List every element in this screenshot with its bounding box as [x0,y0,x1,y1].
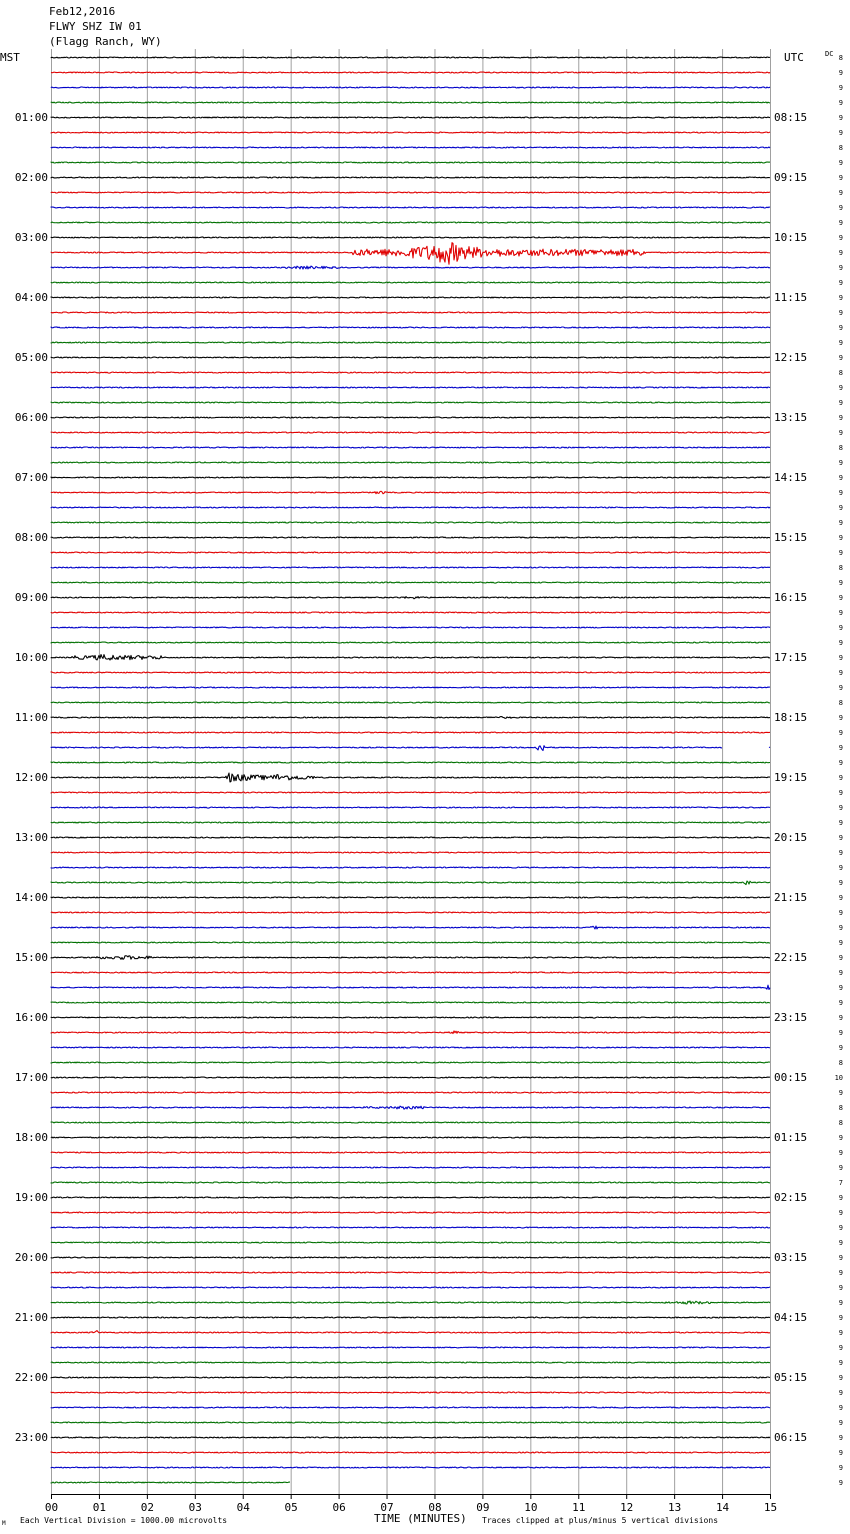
dc-offset-value: 9 [838,1344,843,1352]
utc-hour-label: 09:15 [774,171,808,184]
dc-offset-value: 9 [838,729,843,737]
dc-offset-value: 8 [838,1059,843,1067]
trace-row [51,807,770,808]
dc-offset-value: 9 [838,1254,843,1262]
trace-row [51,732,770,733]
minute-tick-label: 11 [572,1501,586,1514]
trace-row [51,507,770,508]
dc-offset-value: 9 [838,864,843,872]
dc-offset-value: 9 [838,1194,843,1202]
dc-offset-value: 9 [838,489,843,497]
dc-offset-value: 9 [838,849,843,857]
mst-hour-label: 05:00 [14,351,48,364]
trace-row [51,282,770,283]
trace-row [51,417,770,418]
dc-offset-value: 9 [838,129,843,137]
trace-row [51,972,770,973]
trace-row [51,1137,770,1138]
trace-row [51,342,770,343]
trace-row [51,642,770,643]
trace-row [51,1227,770,1228]
utc-hour-label: 16:15 [774,591,808,604]
dc-offset-value: 9 [838,339,843,347]
dc-offset-value: 9 [838,879,843,887]
dc-offset-value: 9 [838,684,843,692]
trace-row [51,956,770,960]
dc-offset-value: 9 [838,1299,843,1307]
dc-offset-value: 9 [838,624,843,632]
dc-offset-value: 9 [838,1089,843,1097]
dc-offset-value: 9 [838,234,843,242]
trace-row [51,822,770,823]
trace-row [51,297,770,298]
dc-offset-value: 9 [838,924,843,932]
dc-offset-value: 9 [838,1449,843,1457]
dc-offset-value: 9 [838,459,843,467]
dc-offset-value: 9 [838,1464,843,1472]
trace-row [51,1331,770,1333]
x-axis-title: TIME (MINUTES) [374,1512,467,1525]
trace-row [51,372,770,373]
trace-row [51,597,770,599]
trace-row [51,162,770,163]
dc-offset-value: 8 [838,444,843,452]
trace-row [51,102,770,103]
dc-offset-value: 9 [838,1044,843,1052]
dc-offset-value: 9 [838,1404,843,1412]
mst-hour-label: 07:00 [14,471,48,484]
trace-row [51,1002,770,1003]
dc-offset-value: 8 [838,699,843,707]
corner-mark: M [2,1520,6,1527]
dc-offset-value: 9 [838,1329,843,1337]
dc-offset-value: 9 [838,1479,843,1487]
utc-hour-label: 19:15 [774,771,808,784]
trace-row [51,1407,770,1408]
mst-hour-label: 18:00 [14,1131,48,1144]
dc-offset-value: 9 [838,1314,843,1322]
utc-hour-label: 13:15 [774,411,808,424]
trace-row [51,552,770,553]
trace-row [51,462,770,463]
mst-hour-label: 17:00 [14,1071,48,1084]
utc-hour-label: 03:15 [774,1251,808,1264]
mst-hour-label: 15:00 [14,951,48,964]
utc-hour-label: 21:15 [774,891,808,904]
dc-offset-value: 8 [838,1119,843,1127]
dc-offset-value: 9 [838,804,843,812]
trace-row [51,1272,770,1273]
trace-row [51,207,770,208]
trace-row [51,1452,770,1453]
trace-row [51,852,770,853]
trace-row [51,1062,770,1063]
header-station: FLWY SHZ IW 01 [49,20,142,33]
minute-tick-label: 02 [140,1501,154,1514]
dc-offset-value: 9 [838,1419,843,1427]
dc-offset-value: 9 [838,504,843,512]
trace-row [51,147,770,148]
grid-lines [52,49,771,1494]
dc-offset-value: 9 [838,519,843,527]
mst-hour-label: 11:00 [14,711,48,724]
mst-hour-label: 03:00 [14,231,48,244]
dc-offset-value: 9 [838,324,843,332]
trace-row [51,537,770,538]
utc-hour-label: 08:15 [774,111,808,124]
dc-offset-value: 8 [838,1104,843,1112]
dc-offset-value: 9 [838,999,843,1007]
dc-offset-value: 9 [838,1284,843,1292]
minute-tick-label: 15 [763,1501,778,1514]
utc-hour-label: 00:15 [774,1071,808,1084]
dc-offset-value: 9 [838,159,843,167]
dc-offset-value: 9 [838,1224,843,1232]
dc-offset-value: 9 [838,1359,843,1367]
trace-row [51,1377,770,1378]
dc-offset-value: 9 [838,1269,843,1277]
dc-offset-value: 9 [838,909,843,917]
clip-note: Traces clipped at plus/minus 5 vertical divisions [482,1516,719,1525]
minute-tick-label: 12 [620,1501,634,1514]
dc-offset-value: 9 [838,354,843,362]
trace-row [51,177,770,178]
utc-hour-label: 10:15 [774,231,808,244]
dc-offset-value: 9 [838,204,843,212]
trace-row [51,57,770,58]
utc-hour-label: 15:15 [774,531,808,544]
trace-row [51,912,770,913]
trace-row [51,926,770,929]
dc-offset-value: 9 [838,264,843,272]
trace-row [51,1467,770,1468]
trace-layer [51,57,770,1483]
trace-row [51,432,770,433]
minute-tick-label: 03 [188,1501,202,1514]
trace-row [51,312,770,313]
mst-hour-label: 04:00 [14,291,48,304]
trace-row [51,773,770,782]
mst-hour-label: 06:00 [14,411,48,424]
dc-offset-value: 9 [838,84,843,92]
trace-row [51,1167,770,1168]
dc-offset-value: 9 [838,669,843,677]
dc-offset-value: 9 [838,654,843,662]
dc-offset-value: 9 [838,414,843,422]
dc-offset-value: 9 [838,189,843,197]
dc-offset-value: 9 [838,429,843,437]
trace-row [51,1242,770,1243]
dc-offset-value: 9 [838,1134,843,1142]
trace-row [51,717,770,719]
mst-hour-label: 12:00 [14,771,48,784]
dc-offset-value: 9 [838,1149,843,1157]
dc-offset-value: 8 [838,369,843,377]
trace-row [51,243,770,265]
dc-offset-value: 8 [838,564,843,572]
dc-offset-value: 9 [838,534,843,542]
trace-row [51,491,770,493]
dc-offset-value: 9 [838,789,843,797]
dc-offset-value: 9 [838,969,843,977]
utc-hour-label: 12:15 [774,351,808,364]
utc-axis-label: UTC [784,51,804,64]
utc-hour-label: 17:15 [774,651,808,664]
dc-offset-value: 9 [838,639,843,647]
dc-offset-value: 9 [838,1164,843,1172]
mst-hour-label: 19:00 [14,1191,48,1204]
trace-row [51,237,770,238]
mst-hour-label: 08:00 [14,531,48,544]
header-location: (Flagg Ranch, WY) [49,35,162,48]
trace-row [51,387,770,388]
trace-row [51,522,770,523]
dc-label: DC [825,50,834,58]
dc-offset-value: 8 [838,54,843,62]
mst-axis-label: MST [0,51,20,64]
trace-row [51,1197,770,1198]
dc-offset-value: 9 [838,939,843,947]
mst-hour-label: 14:00 [14,891,48,904]
trace-row [51,1152,770,1153]
dc-offset-value: 9 [838,1374,843,1382]
utc-hour-label: 18:15 [774,711,808,724]
trace-row [51,567,770,568]
minute-tick-label: 08 [428,1501,442,1514]
dc-offset-value: 9 [838,1209,843,1217]
dc-offset-value: 9 [838,279,843,287]
dc-offset-value: 9 [838,219,843,227]
dc-offset-value: 9 [838,249,843,257]
utc-hour-label: 20:15 [774,831,808,844]
dc-offset-value: 7 [838,1179,843,1187]
minute-tick-label: 06 [332,1501,346,1514]
trace-row [51,1017,770,1018]
trace-row [51,627,770,628]
minute-tick-label: 00 [44,1501,59,1514]
utc-hour-label: 01:15 [774,1131,808,1144]
trace-row [51,1122,770,1123]
mst-hour-label: 13:00 [14,831,48,844]
trace-row [51,1362,770,1363]
dc-offset-value: 9 [838,1239,843,1247]
dc-offset-value: 9 [838,579,843,587]
trace-row [51,1092,770,1093]
mst-hour-label: 09:00 [14,591,48,604]
minute-tick-label: 07 [380,1501,394,1514]
trace-row [51,762,770,763]
minute-tick-label: 10 [524,1501,538,1514]
dc-offset-value: 9 [838,834,843,842]
trace-row [51,327,770,328]
dc-offset-value: 10 [834,1074,843,1082]
dc-offset-value: 9 [838,1029,843,1037]
trace-row [51,117,770,118]
minute-tick-label: 14 [715,1501,730,1514]
mst-hour-label: 02:00 [14,171,48,184]
trace-row [51,1031,770,1034]
trace-row [51,672,770,673]
trace-row [51,687,770,688]
dc-offset-value: 9 [838,954,843,962]
mst-hour-label: 20:00 [14,1251,48,1264]
trace-row [51,1047,770,1048]
trace-row [51,477,770,478]
dc-offset-value: 9 [838,894,843,902]
trace-row [51,1106,770,1109]
trace-row [51,1482,290,1483]
mst-hour-label: 01:00 [14,111,48,124]
trace-row [51,402,770,403]
trace-row [51,942,770,943]
trace-row [51,1301,770,1304]
dc-offset-value: 9 [838,474,843,482]
minute-tick-label: 09 [476,1501,490,1514]
dc-offset-value: 9 [838,309,843,317]
dc-offset-value: 9 [838,744,843,752]
mst-hour-label: 23:00 [14,1431,48,1444]
scale-note: Each Vertical Division = 1000.00 microvolts [20,1516,228,1525]
trace-row [51,266,770,269]
dc-offset-value: 9 [838,594,843,602]
trace-row [51,1212,770,1213]
trace-row [51,1437,770,1438]
dc-offset-value: 9 [838,759,843,767]
trace-row [51,1392,770,1393]
trace-row [51,702,770,703]
dc-offset-value: 9 [838,1014,843,1022]
dc-offset-value: 9 [838,1389,843,1397]
trace-row [51,1317,770,1318]
dc-offset-value: 9 [838,549,843,557]
trace-row [51,357,770,358]
mst-hour-label: 10:00 [14,651,48,664]
trace-row [51,447,770,448]
dc-offset-value: 9 [838,99,843,107]
dc-offset-value: 9 [838,114,843,122]
trace-row [51,192,770,193]
minute-tick-label: 13 [668,1501,682,1514]
trace-row [51,792,770,793]
utc-hour-label: 04:15 [774,1311,808,1324]
utc-hour-label: 02:15 [774,1191,808,1204]
dc-offset-value: 8 [838,144,843,152]
dc-offset-value: 9 [838,984,843,992]
trace-row [51,612,770,613]
trace-row [51,1287,770,1288]
minute-tick-label: 05 [284,1501,298,1514]
mst-hour-label: 22:00 [14,1371,48,1384]
label-layer [0,50,843,1527]
mst-hour-label: 21:00 [14,1311,48,1324]
utc-hour-label: 23:15 [774,1011,808,1024]
trace-row [51,1257,770,1258]
trace-row [51,1182,770,1183]
trace-row [51,1077,770,1078]
dc-offset-value: 9 [838,819,843,827]
utc-hour-label: 14:15 [774,471,808,484]
trace-row [51,1422,770,1423]
trace-row [51,1347,770,1348]
utc-hour-label: 22:15 [774,951,808,964]
trace-row [51,837,770,838]
trace-row [51,881,770,885]
minute-tick-label: 01 [92,1501,107,1514]
trace-row [51,87,770,88]
utc-hour-label: 11:15 [774,291,808,304]
dc-offset-value: 9 [838,384,843,392]
utc-hour-label: 05:15 [774,1371,808,1384]
header-date: Feb12,2016 [49,5,116,18]
dc-offset-value: 9 [838,714,843,722]
trace-row [51,72,770,73]
utc-hour-label: 06:15 [774,1431,808,1444]
trace-row [51,985,770,989]
trace-row [51,897,770,898]
trace-row [51,582,770,583]
trace-row [51,867,770,868]
dc-offset-value: 9 [838,399,843,407]
trace-row [51,655,770,660]
trace-row [51,132,770,133]
trace-row [51,746,770,751]
dc-offset-value: 9 [838,1434,843,1442]
dc-offset-value: 9 [838,294,843,302]
trace-row [51,222,770,223]
dc-offset-value: 9 [838,174,843,182]
minute-tick-label: 04 [236,1501,250,1514]
dc-offset-value: 9 [838,609,843,617]
dc-offset-value: 9 [838,69,843,77]
dc-offset-value: 9 [838,774,843,782]
mst-hour-label: 16:00 [14,1011,48,1024]
